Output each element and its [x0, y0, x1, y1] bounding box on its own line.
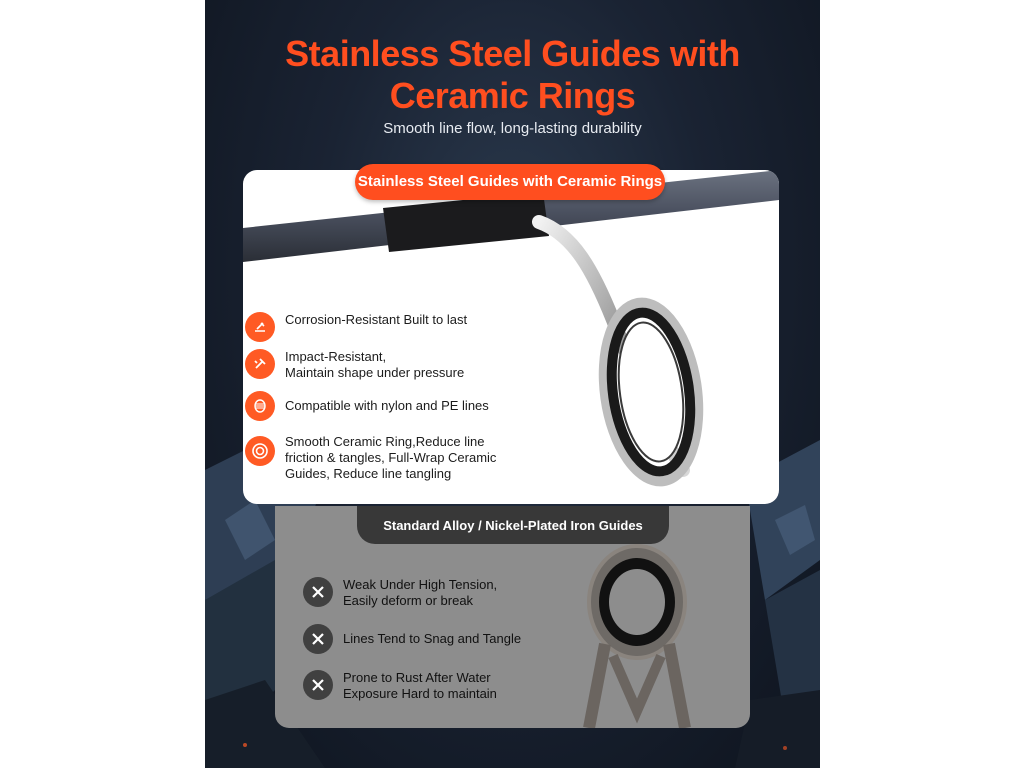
con-text: Prone to Rust After Water [343, 670, 491, 685]
feature-text: friction & tangles, Full-Wrap Ceramic [285, 450, 497, 465]
con-text: Exposure Hard to maintain [343, 686, 497, 701]
x-icon [303, 624, 333, 654]
x-icon [303, 670, 333, 700]
x-icon [303, 577, 333, 607]
feature-text: Guides, Reduce line tangling [285, 466, 452, 481]
con-text: Easily deform or break [343, 593, 474, 608]
headline-line-2: Ceramic Rings [389, 75, 636, 116]
standard-badge: Standard Alloy / Nickel-Plated Iron Guides [357, 506, 669, 544]
impact-hammer-icon [245, 349, 275, 379]
ceramic-ring-icon [245, 436, 275, 466]
feature-text: Compatible with nylon and PE lines [285, 398, 489, 413]
con-item [303, 624, 543, 654]
feature-text: Corrosion-Resistant Built to last [285, 312, 468, 327]
con-item [303, 577, 543, 609]
feature-item [245, 349, 515, 381]
con-item [303, 670, 543, 702]
feature-item [245, 434, 525, 482]
feature-item [245, 312, 515, 342]
feature-text: Impact-Resistant, [285, 349, 387, 364]
line-spool-icon [245, 391, 275, 421]
premium-badge: Stainless Steel Guides with Ceramic Rings [355, 164, 665, 200]
corrosion-shield-icon [245, 312, 275, 342]
subtitle: Smooth line flow, long-lasting durability [383, 120, 642, 137]
con-text: Weak Under High Tension, [343, 577, 498, 592]
headline-line-1: Stainless Steel Guides with [285, 33, 740, 74]
product-banner [205, 0, 820, 768]
feature-item [245, 391, 515, 421]
feature-text: Maintain shape under pressure [285, 365, 465, 380]
con-text: Lines Tend to Snag and Tangle [343, 631, 522, 646]
feature-text: Smooth Ceramic Ring,Reduce line [285, 434, 485, 449]
